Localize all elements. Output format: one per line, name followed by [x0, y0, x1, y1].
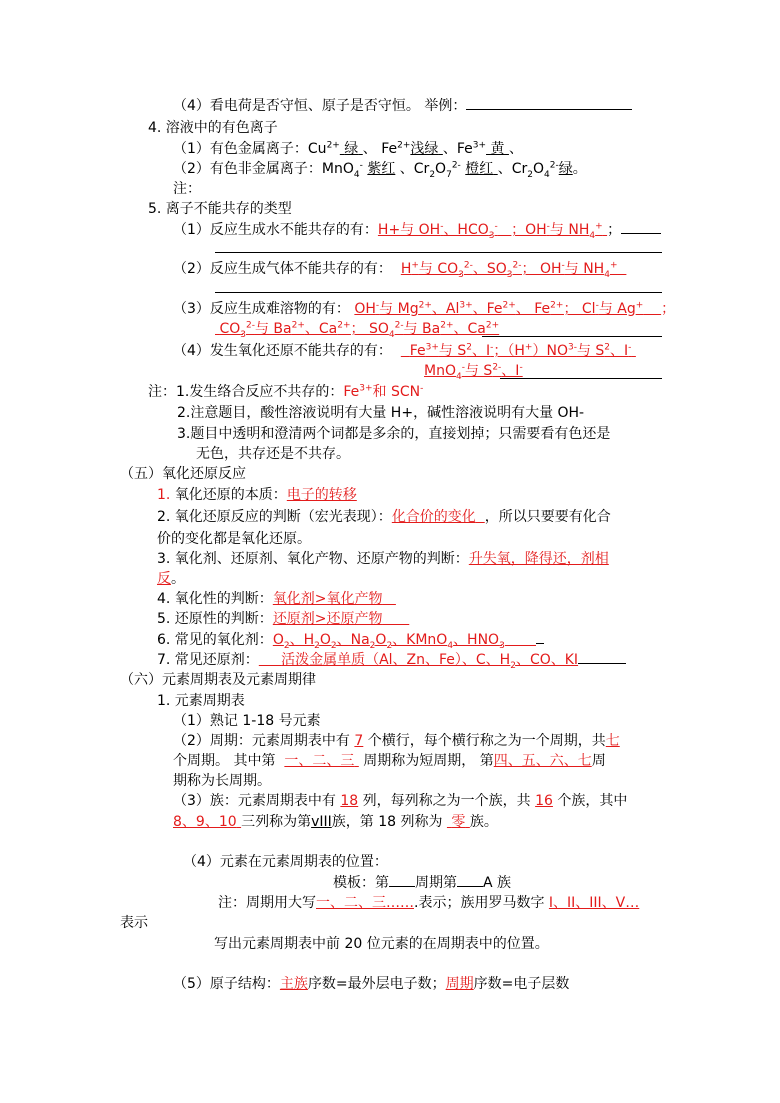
- line-colored-nonmetal-ions: [173, 159, 587, 179]
- answer-chinese-numerals: 一、二、三……: [316, 895, 414, 911]
- text: （4）发生氧化还原不能共存的有：: [173, 343, 392, 359]
- text: 序数=最外层电子数；: [307, 976, 446, 992]
- answer-oxidants: [272, 632, 536, 651]
- text: 、Ca: [304, 321, 338, 337]
- answer-rows: 7: [354, 733, 364, 749]
- text: ；OH: [511, 222, 547, 238]
- text: （3）反应生成难溶物的有：: [173, 301, 350, 317]
- line-redox-essence: [157, 485, 357, 505]
- sup: -: [628, 342, 632, 353]
- sup: +: [411, 260, 419, 271]
- sub: 4: [544, 169, 550, 180]
- text: O: [532, 161, 544, 177]
- text: ，所以只要要有化合: [484, 509, 611, 525]
- answer-long-periods: 四、五、六、七: [493, 753, 592, 769]
- sub: 2: [330, 640, 337, 651]
- sub: 2: [369, 640, 376, 651]
- line-colored-metal-ions: [173, 139, 523, 159]
- text: 、 Fe: [515, 301, 551, 317]
- sup: 2+: [291, 320, 305, 331]
- sup: 2+: [418, 300, 432, 311]
- text: 、I: [472, 343, 491, 359]
- line-memorize: [173, 711, 321, 731]
- text: 、Cr: [497, 161, 528, 177]
- text: 、Na: [336, 632, 370, 648]
- answer-group-count: 16: [535, 793, 553, 809]
- note-label: [173, 179, 201, 199]
- line-oxidizing: [157, 589, 396, 609]
- text: 和 SCN: [372, 384, 421, 400]
- text: 、: [508, 141, 523, 157]
- text: （2）反应生成气体不能共存的有：: [173, 261, 392, 277]
- sup: -: [461, 362, 465, 373]
- text: 列，每列称之为一个族，共: [362, 793, 531, 809]
- answer-water: [377, 221, 607, 241]
- sub: 2: [283, 640, 290, 651]
- line-redox: [173, 341, 636, 361]
- blank-rule: [482, 336, 662, 337]
- sub: 4: [604, 269, 610, 280]
- text: 1. 元素周期表: [157, 693, 245, 709]
- line-precipitate: [173, 299, 675, 319]
- text: Fe: [409, 343, 426, 359]
- answer-agents: 升失氧，降得还，剂相: [468, 551, 609, 567]
- answer-gas: [400, 260, 627, 280]
- answer-fe3: [486, 141, 509, 157]
- text: ； Cl: [563, 301, 596, 317]
- answer-fe2: [410, 141, 442, 157]
- text: 化合价的变化: [391, 509, 476, 525]
- text: ； SO: [350, 321, 389, 337]
- text: （3）族：元素周期表中有: [173, 793, 336, 809]
- sup: 2+: [485, 320, 500, 331]
- text: 、CO、KI: [515, 652, 579, 668]
- line-periods-cont: [173, 751, 606, 771]
- sup: +: [609, 260, 618, 271]
- text: 、SO: [472, 261, 507, 277]
- line-groups-cont: [173, 812, 498, 832]
- text: 周期第: [415, 875, 457, 891]
- text: 、Ca: [453, 321, 486, 337]
- line-oxidants: [157, 629, 544, 649]
- line-periods: [173, 731, 620, 751]
- answer-mno4: 紫红: [367, 161, 396, 177]
- line-redox-judge: [157, 507, 611, 527]
- answer-cr2o4: 绿: [558, 161, 573, 177]
- line-atomic-structure: [173, 974, 569, 994]
- text: 、I: [501, 363, 520, 379]
- answer-redox: [401, 343, 636, 359]
- section-heading-redox: [120, 464, 246, 484]
- text: 与 Ba: [254, 321, 292, 337]
- text: 浅绿: [410, 141, 439, 157]
- sup: 3+: [472, 140, 487, 151]
- sub: 4: [388, 329, 395, 340]
- line-gas: [173, 259, 626, 279]
- blank-line: [466, 95, 632, 110]
- blank-line: [536, 629, 544, 644]
- text: 、H: [289, 632, 315, 648]
- sup: 3+: [459, 300, 473, 311]
- text: 、Fe: [442, 141, 473, 157]
- sub: 3: [458, 269, 464, 280]
- text: 个族，其中: [557, 793, 628, 809]
- text: （5）原子结构：: [173, 976, 280, 992]
- text: 5. 离子不能共存的类型: [148, 201, 292, 217]
- text: A 族: [483, 875, 512, 891]
- text: 1.: [157, 487, 171, 503]
- text: 。: [572, 161, 587, 177]
- text: 与 Ag: [598, 301, 636, 317]
- note-3-cont: [196, 444, 350, 464]
- text: 、Al: [431, 301, 460, 317]
- sup: 2+: [440, 320, 454, 331]
- line-charge-conservation: [173, 95, 632, 115]
- sub: 3: [506, 269, 513, 280]
- text: ； OH: [521, 261, 562, 277]
- text: 与 S: [464, 363, 493, 379]
- text: 2.注意题目，酸性溶液说明有大量 H+，碱性溶液说明有大量 OH-: [177, 405, 585, 421]
- text: O: [272, 632, 284, 648]
- text: （4）元素在元素周期表的位置：: [183, 854, 388, 870]
- text: 、I: [610, 343, 629, 359]
- text: H+与 OH: [377, 222, 441, 238]
- answer-group-8: [173, 814, 241, 830]
- note-2: [177, 403, 584, 423]
- answer-redox-2: [424, 362, 523, 382]
- text: H: [400, 261, 412, 277]
- answer-roman-numerals: I、II、III、V…: [548, 895, 640, 911]
- sup: 2-: [394, 320, 404, 331]
- text: ）NO: [532, 343, 568, 359]
- text: 绿: [344, 141, 359, 157]
- text: 与 S: [576, 343, 605, 359]
- text: （2）有色非金属离子：MnO: [173, 161, 354, 177]
- text: 族，第 18 列称为: [331, 814, 443, 830]
- line-periods-cont2: [173, 771, 271, 791]
- answer-period-count: 七: [605, 733, 620, 749]
- text: （1）反应生成水不能共存的有：: [173, 222, 378, 238]
- blank-line: [457, 872, 483, 887]
- answer-main-group: 主族: [279, 976, 308, 992]
- text: 4. 氧化性的判断：: [157, 591, 273, 607]
- sub: 4: [455, 371, 462, 382]
- blank-line: [621, 219, 661, 234]
- answer-precipitate-2: [215, 320, 500, 340]
- text: Fe: [343, 384, 360, 400]
- sup: 2+: [397, 140, 411, 151]
- sup: -: [359, 160, 363, 171]
- text: 、HNO: [453, 632, 500, 648]
- text: 族。: [469, 814, 498, 830]
- text: 、Fe: [472, 301, 503, 317]
- text: 个横行，每个横行称之为一个周期，共: [367, 733, 606, 749]
- answer-oxidizing: [273, 591, 396, 607]
- answer-valence: [392, 509, 485, 525]
- sub: 4: [447, 640, 454, 651]
- text: 氧化剂>氧化产物: [272, 591, 383, 607]
- sup: 2-: [463, 260, 473, 271]
- text: 氧化还原的本质：: [174, 487, 287, 503]
- text: 表示: [120, 915, 148, 931]
- answer-viii: vIII: [311, 814, 332, 830]
- text: 周: [591, 753, 606, 769]
- heading-coexistence: [148, 199, 292, 219]
- text: （六）元素周期表及元素周期律: [120, 672, 316, 688]
- sup: 2-: [492, 362, 502, 373]
- text: （1）熟记 1-18 号元素: [173, 713, 321, 729]
- text: O: [319, 632, 331, 648]
- sup: 2-: [512, 260, 522, 271]
- sup: 2+: [502, 300, 516, 311]
- text: 5. 还原性的判断：: [157, 611, 273, 627]
- blank-rule: [215, 292, 662, 293]
- sup: -: [440, 221, 444, 232]
- heading-periodic-table: [157, 691, 245, 711]
- line-position: [183, 852, 388, 872]
- text: 与 S: [438, 343, 467, 359]
- answer-agents-2: 反: [157, 571, 171, 587]
- sup: 2: [466, 342, 472, 353]
- line-agents-cont: [157, 569, 185, 589]
- text: 4. 溶液中的有色离子: [148, 120, 278, 136]
- sup: -: [490, 342, 494, 353]
- text: 与 Ba: [403, 321, 441, 337]
- text: ；（H: [493, 343, 525, 359]
- answer-cu: [340, 141, 363, 157]
- line-groups: [173, 791, 627, 811]
- answer-precipitate: [354, 301, 661, 317]
- section-heading-periodic: [120, 670, 316, 690]
- text: 周期称为短周期， 第: [363, 753, 494, 769]
- sup: 2+: [326, 140, 340, 151]
- sub: 3: [240, 329, 246, 340]
- text: 价的变化都是氧化还原。: [157, 531, 311, 547]
- heading-colored-ions: [148, 118, 278, 138]
- text: 、 Fe: [362, 141, 398, 157]
- line-redox-judge-cont: [157, 529, 311, 549]
- text: 、KMnO: [392, 632, 448, 648]
- line-agents: [157, 549, 609, 569]
- sup: 2-: [549, 160, 559, 171]
- sub: 2: [386, 640, 393, 651]
- line-template: [333, 872, 511, 892]
- text: O: [435, 161, 447, 177]
- sup: -: [546, 221, 550, 232]
- text: （1）有色金属离子：Cu: [173, 141, 327, 157]
- line-notation: [218, 893, 639, 913]
- answer-cr2o7: [465, 161, 497, 177]
- text: 活泼金属单质（Al、Zn、Fe）、C、H: [281, 652, 511, 668]
- answer-complex: [343, 384, 423, 400]
- blank-line: [389, 872, 415, 887]
- sub: 2: [429, 169, 436, 180]
- text: 2. 氧化还原反应的判断（宏光表现）：: [157, 509, 392, 525]
- sub: 4: [589, 230, 596, 241]
- sup: -: [375, 300, 380, 311]
- sup: 2-: [245, 320, 255, 331]
- sup: -: [494, 221, 498, 232]
- sup: +: [635, 300, 644, 311]
- text: 期称为长周期。: [173, 773, 271, 789]
- text: 与 CO: [418, 261, 459, 277]
- line-notation-cont: [120, 913, 148, 933]
- answer-essence: 电子的转移: [286, 487, 357, 503]
- blank-rule: [215, 252, 662, 253]
- sup: +: [595, 221, 603, 232]
- text: CO: [219, 321, 241, 337]
- sub: 2: [527, 169, 533, 180]
- answer-reductants: [259, 652, 579, 671]
- sup: 2: [604, 342, 611, 353]
- sub: 4: [353, 169, 360, 180]
- answer-period: 周期: [445, 976, 474, 992]
- line-water: [173, 219, 661, 239]
- text: 与 NH: [549, 222, 590, 238]
- text: 。: [171, 571, 185, 587]
- text: 、HCO: [443, 222, 489, 238]
- blank-rule: [500, 378, 662, 379]
- note-3: [177, 424, 610, 444]
- text: MnO: [424, 363, 456, 379]
- text: 8、9、10: [173, 814, 237, 830]
- text: 、Cr: [399, 161, 430, 177]
- text: （4）看电荷是否守恒、原子是否守恒。 举例：: [173, 98, 467, 114]
- text: 写出元素周期表中前 20 位元素的在周期表中的位置。: [214, 936, 549, 952]
- text: 与 Mg: [379, 301, 419, 317]
- answer-reducing: [273, 611, 409, 627]
- sub: 3: [499, 640, 505, 651]
- text: O: [375, 632, 387, 648]
- text: 7. 常见还原剂：: [157, 652, 259, 668]
- text: OH: [354, 301, 376, 317]
- line-precipitate-cont: [215, 319, 499, 339]
- sup: 3+: [359, 383, 373, 394]
- sup: 2+: [337, 320, 351, 331]
- sup: 3-: [567, 342, 577, 353]
- text: 橙红: [465, 161, 494, 177]
- sup: 2+: [550, 300, 564, 311]
- sup: 3+: [425, 342, 439, 353]
- sub: 7: [446, 169, 452, 180]
- text: 6. 常见的氧化剂：: [157, 632, 273, 648]
- text: ；: [607, 222, 622, 238]
- sub: 2: [510, 660, 516, 671]
- text: 3. 氧化剂、还原剂、氧化产物、还原产物的判断：: [157, 551, 469, 567]
- text: 注：1.发生络合反应不共存的：: [148, 384, 344, 400]
- text: 三列称为第: [241, 814, 312, 830]
- text: 序数=电子层数: [473, 976, 570, 992]
- text: 注：: [173, 181, 201, 197]
- text: 还原剂>还原产物: [272, 611, 383, 627]
- sub: 2: [314, 640, 320, 651]
- answer-zero: [447, 814, 470, 830]
- sup: -: [420, 383, 424, 394]
- line-exercise: [214, 934, 549, 954]
- answer-columns: 18: [340, 793, 359, 809]
- text: .表示；族用罗马数字: [414, 895, 545, 911]
- sup: 2-: [451, 160, 461, 171]
- text: 零: [451, 814, 466, 830]
- sub: 3: [488, 230, 495, 241]
- line-reductants: [157, 649, 626, 669]
- blank-line: [578, 649, 626, 664]
- text: （2）周期：元素周期表中有: [173, 733, 350, 749]
- sup: -: [595, 300, 599, 311]
- text: （五）氧化还原反应: [120, 466, 246, 482]
- sup: -: [519, 362, 523, 373]
- answer-short-periods: [284, 753, 358, 769]
- text: 个周期。 其中第: [173, 753, 276, 769]
- sup: +: [524, 342, 533, 353]
- text: 模板：第: [333, 875, 389, 891]
- text: ；: [661, 301, 676, 317]
- text: 一、二、三: [284, 753, 355, 769]
- text: 与 NH: [564, 261, 605, 277]
- note-1: [148, 382, 423, 402]
- text: 黄: [490, 141, 505, 157]
- text: 注：周期用大写: [218, 895, 316, 911]
- text: 3.题目中透明和澄清两个词都是多余的，直接划掉；只需要看有色还是: [177, 426, 611, 442]
- line-reducing: [157, 609, 409, 629]
- text: 无色，共存还是不共存。: [196, 446, 350, 462]
- sup: -: [561, 260, 565, 271]
